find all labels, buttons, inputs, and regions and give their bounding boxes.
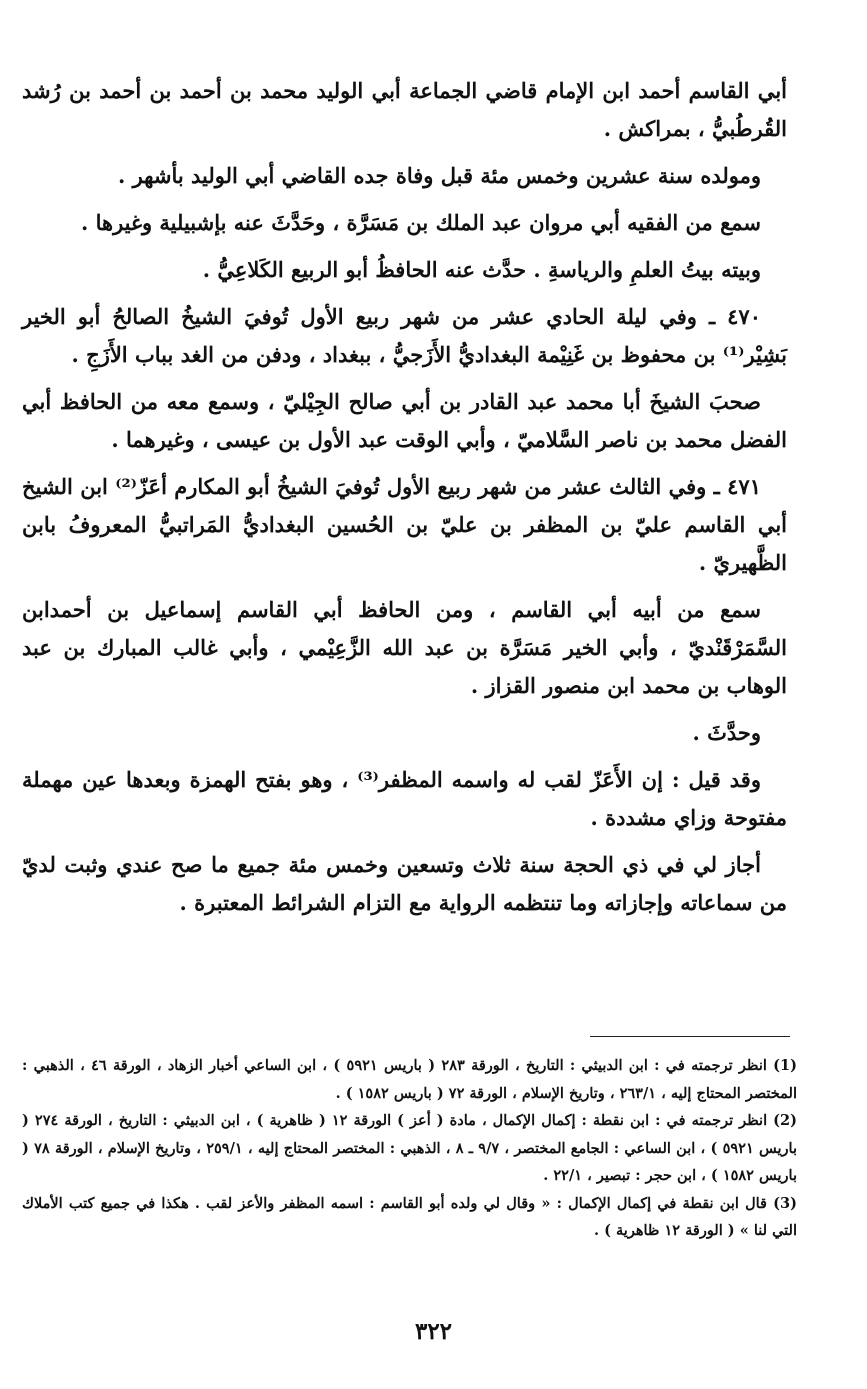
paragraph-10: وقد قيل : إن الأَعَزّ لقب له واسمه المظفر⁽³⁾ ، وهو بفتح الهمزة وبعدها عين مهملة مفتوحة وزاي مشددة . — [22, 767, 787, 830]
paragraph-4: وبيته بيتُ العلمِ والرياسةِ . حدَّث عنه الحافظُ أبو الربيع الكَلاعِيُّ . — [202, 257, 761, 282]
page-number: ٣٢٢ — [414, 1318, 453, 1345]
footnote-2: (2) انظر ترجمته في : ابن نقطة : إكمال الإكمال ، مادة ( أعز ) الورقة ١٢ ( ظاهرية ) ، ابن الدبيثي : التاريخ ، الورقة ٢٧٤ ( باريس ٥٩٢١ ) ، ابن الساعي : الجامع المختصر ، ٩/٧ ـ ٨ ، الذهبي : المختصر المحتاج إليه ، ٢٥٩/١ ، وتاريخ الإسلام ، الورقة ٧٨ ( باريس ١٥٨٢ ) ، ابن حجر : تبصير ، ٢٢/١ . — [22, 1112, 797, 1184]
paragraph-3: سمع من الفقيه أبي مروان عبد الملك بن مَسَرَّة ، وحَدَّثَ عنه بإشبيلية وغيرها . — [80, 210, 761, 235]
footnote-1: (1) انظر ترجمته في : ابن الدبيثي : التاريخ ، الورقة ٢٨٣ ( باريس ٥٩٢١ ) ، ابن الساعي أخبار الزهاد ، الورقة ٤٦ ، الذهبي : المختصر المحتاج إليه ، ٢٦٣/١ ، وتاريخ الإسلام ، الورقة ٧٢ ( باريس ١٥٨٢ ) . — [22, 1057, 798, 1102]
entry-471: ٤٧١ ـ وفي الثالث عشر من شهر ربيع الأول تُوفيَ الشيخُ أبو المكارم أعَزّ⁽²⁾ ابن الشيخ أبي القاسم عليّ بن المظفر بن عليّ بن الحُسين البغداديُّ المَراتبيُّ المعروفُ بابن الظَّهيريّ . — [22, 474, 787, 575]
paragraph-8: سمع من أبيه أبي القاسم ، ومن الحافظ أبي القاسم إسماعيل بن أحمدابن السَّمَرْقَنْديّ ، وأبي الخير مَسَرَّة بن عبد الله الزَّعِيْمي ، وأبي غالب المبارك بن عبد الوهاب بن محمد ابن منصور القزاز . — [22, 597, 787, 698]
paragraph-6: صحبَ الشيخَ أبا محمد عبد القادر بن أبي صالح الجِيْليّ ، وسمع معه من الحافظ أبي الفضل محمد بن ناصر السَّلاميّ ، وأبي الوقت عبد الأول بن عيسى ، وغيرهما . — [22, 389, 787, 452]
paragraph-2: ومولده سنة عشرين وخمس مئة قبل وفاة جده القاضي أبي الوليد بأشهر . — [117, 163, 761, 188]
footnote-divider — [590, 1036, 790, 1037]
paragraph-11: أجاز لي في ذي الحجة سنة ثلاث وتسعين وخمس مئة جميع ما صح عندي وثبت لديّ من سماعاته وإجازاته وما تنتظمه الرواية مع التزام الشرائط المعتبرة . — [22, 852, 787, 915]
paragraph-9: وحدَّثَ . — [692, 720, 761, 745]
footnote-3: (3) قال ابن نقطة في إكمال الإكمال : « وقال لي ولده أبو القاسم : اسمه المظفر والأعز لقب . هكذا في جميع كتب الأملاك التي لنا » ( الورقة ١٢ ظاهرية ) . — [22, 1194, 797, 1239]
footnotes — [22, 1052, 797, 1245]
main-text — [22, 72, 787, 931]
entry-470: ٤٧٠ ـ وفي ليلة الحادي عشر من شهر ربيع الأول تُوفيَ الشيخُ الصالحُ أبو الخير بَشِيْر⁽¹⁾ بن محفوظ بن غَنِيْمة البغداديُّ الأَزَجيُّ ، ببغداد ، ودفن من الغد بباب الأَزَجِ . — [22, 304, 787, 367]
paragraph-1: أبي القاسم أحمد ابن الإمام قاضي الجماعة أبي الوليد محمد بن أحمد بن أحمد بن رُشد القُرطُبيُّ ، بمراكش . — [22, 78, 787, 141]
